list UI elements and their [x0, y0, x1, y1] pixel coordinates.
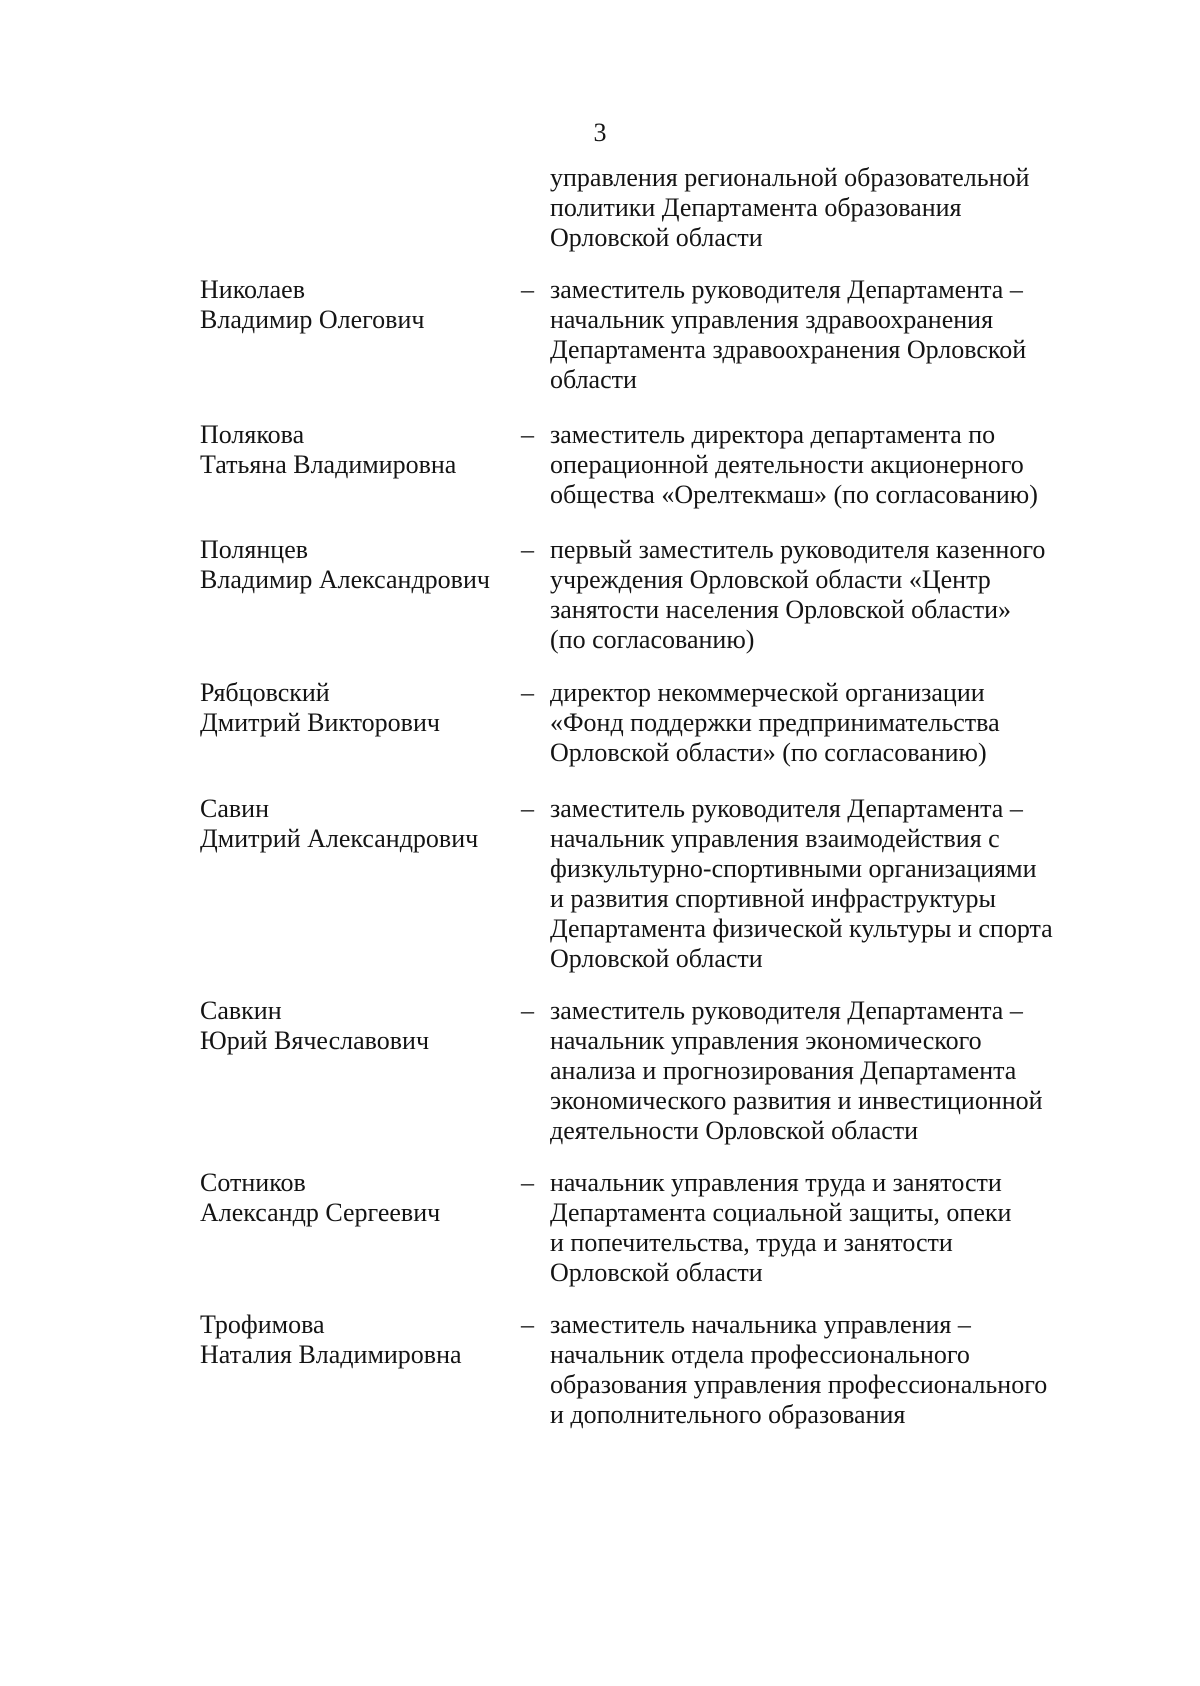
member-name [200, 794, 510, 854]
member-name [200, 535, 510, 595]
position-description [550, 535, 1070, 655]
description-line: заместитель начальника управления – [550, 1310, 971, 1339]
member-surname: Сотников [200, 1168, 306, 1197]
description-line: занятости населения Орловской области» [550, 595, 1012, 624]
position-description [550, 1310, 1070, 1430]
description-line: политики Департамента образования [550, 193, 962, 222]
description-line: экономического развития и инвестиционной [550, 1086, 1043, 1115]
position-description [550, 996, 1070, 1146]
position-description [550, 163, 1070, 253]
description-line: деятельности Орловской области [550, 1116, 919, 1145]
description-line: Департамента физической культуры и спорта [550, 914, 1053, 943]
member-name [200, 1168, 510, 1228]
description-line: заместитель руководителя Департамента – [550, 275, 1023, 304]
description-line: Орловской области [550, 944, 763, 973]
description-line: начальник управления экономического [550, 1026, 982, 1055]
description-line: Орловской области» (по согласованию) [550, 738, 987, 767]
description-line: образования управления профессионального [550, 1370, 1048, 1399]
description-line: Орловской области [550, 1258, 763, 1287]
description-line: начальник управления взаимодействия с [550, 824, 1000, 853]
member-surname: Савин [200, 794, 269, 823]
member-name [200, 420, 510, 480]
member-name [200, 678, 510, 738]
member-name [200, 1310, 510, 1370]
member-given-names: Александр Сергеевич [200, 1198, 441, 1227]
dash-separator: – [521, 794, 534, 823]
description-line: и дополнительного образования [550, 1400, 906, 1429]
member-surname: Полякова [200, 420, 305, 449]
description-line: физкультурно-спортивными организациями [550, 854, 1037, 883]
description-line: начальник управления здравоохранения [550, 305, 994, 334]
page-number: 3 [593, 118, 607, 147]
member-surname: Николаев [200, 275, 305, 304]
dash-separator: – [521, 420, 534, 449]
member-surname: Полянцев [200, 535, 309, 564]
member-surname: Рябцовский [200, 678, 330, 707]
description-line: управления региональной образовательной [550, 163, 1030, 192]
description-line: Департамента здравоохранения Орловской [550, 335, 1027, 364]
position-description [550, 275, 1070, 395]
description-line: общества «Орелтекмаш» (по согласованию) [550, 480, 1038, 509]
dash-separator: – [521, 1168, 534, 1197]
description-line: (по согласованию) [550, 625, 755, 654]
description-line: «Фонд поддержки предпринимательства [550, 708, 1000, 737]
description-line: начальник управления труда и занятости [550, 1168, 1002, 1197]
description-line: директор некоммерческой организации [550, 678, 985, 707]
dash-separator: – [521, 535, 534, 564]
description-line: области [550, 365, 637, 394]
position-description [550, 678, 1070, 768]
member-given-names: Юрий Вячеславович [200, 1026, 430, 1055]
member-surname: Савкин [200, 996, 282, 1025]
member-given-names: Владимир Александрович [200, 565, 490, 594]
description-line: заместитель директора департамента по [550, 420, 996, 449]
member-name [200, 275, 510, 335]
dash-separator: – [521, 678, 534, 707]
description-line: первый заместитель руководителя казенного [550, 535, 1046, 564]
position-description [550, 420, 1070, 510]
member-given-names: Наталия Владимировна [200, 1340, 462, 1369]
member-given-names: Дмитрий Александрович [200, 824, 479, 853]
position-description [550, 1168, 1070, 1288]
description-line: анализа и прогнозирования Департамента [550, 1056, 1017, 1085]
description-line: операционной деятельности акционерного [550, 450, 1024, 479]
description-line: и попечительства, труда и занятости [550, 1228, 953, 1257]
description-line: заместитель руководителя Департамента – [550, 996, 1023, 1025]
description-line: Орловской области [550, 223, 763, 252]
description-line: и развития спортивной инфраструктуры [550, 884, 997, 913]
member-given-names: Владимир Олегович [200, 305, 425, 334]
description-line: Департамента социальной защиты, опеки [550, 1198, 1012, 1227]
position-description [550, 794, 1070, 974]
dash-separator: – [521, 1310, 534, 1339]
description-line: заместитель руководителя Департамента – [550, 794, 1023, 823]
member-given-names: Дмитрий Викторович [200, 708, 440, 737]
dash-separator: – [521, 996, 534, 1025]
description-line: учреждения Орловской области «Центр [550, 565, 991, 594]
member-given-names: Татьяна Владимировна [200, 450, 457, 479]
dash-separator: – [521, 275, 534, 304]
member-name [200, 996, 510, 1056]
description-line: начальник отдела профессионального [550, 1340, 970, 1369]
member-surname: Трофимова [200, 1310, 325, 1339]
